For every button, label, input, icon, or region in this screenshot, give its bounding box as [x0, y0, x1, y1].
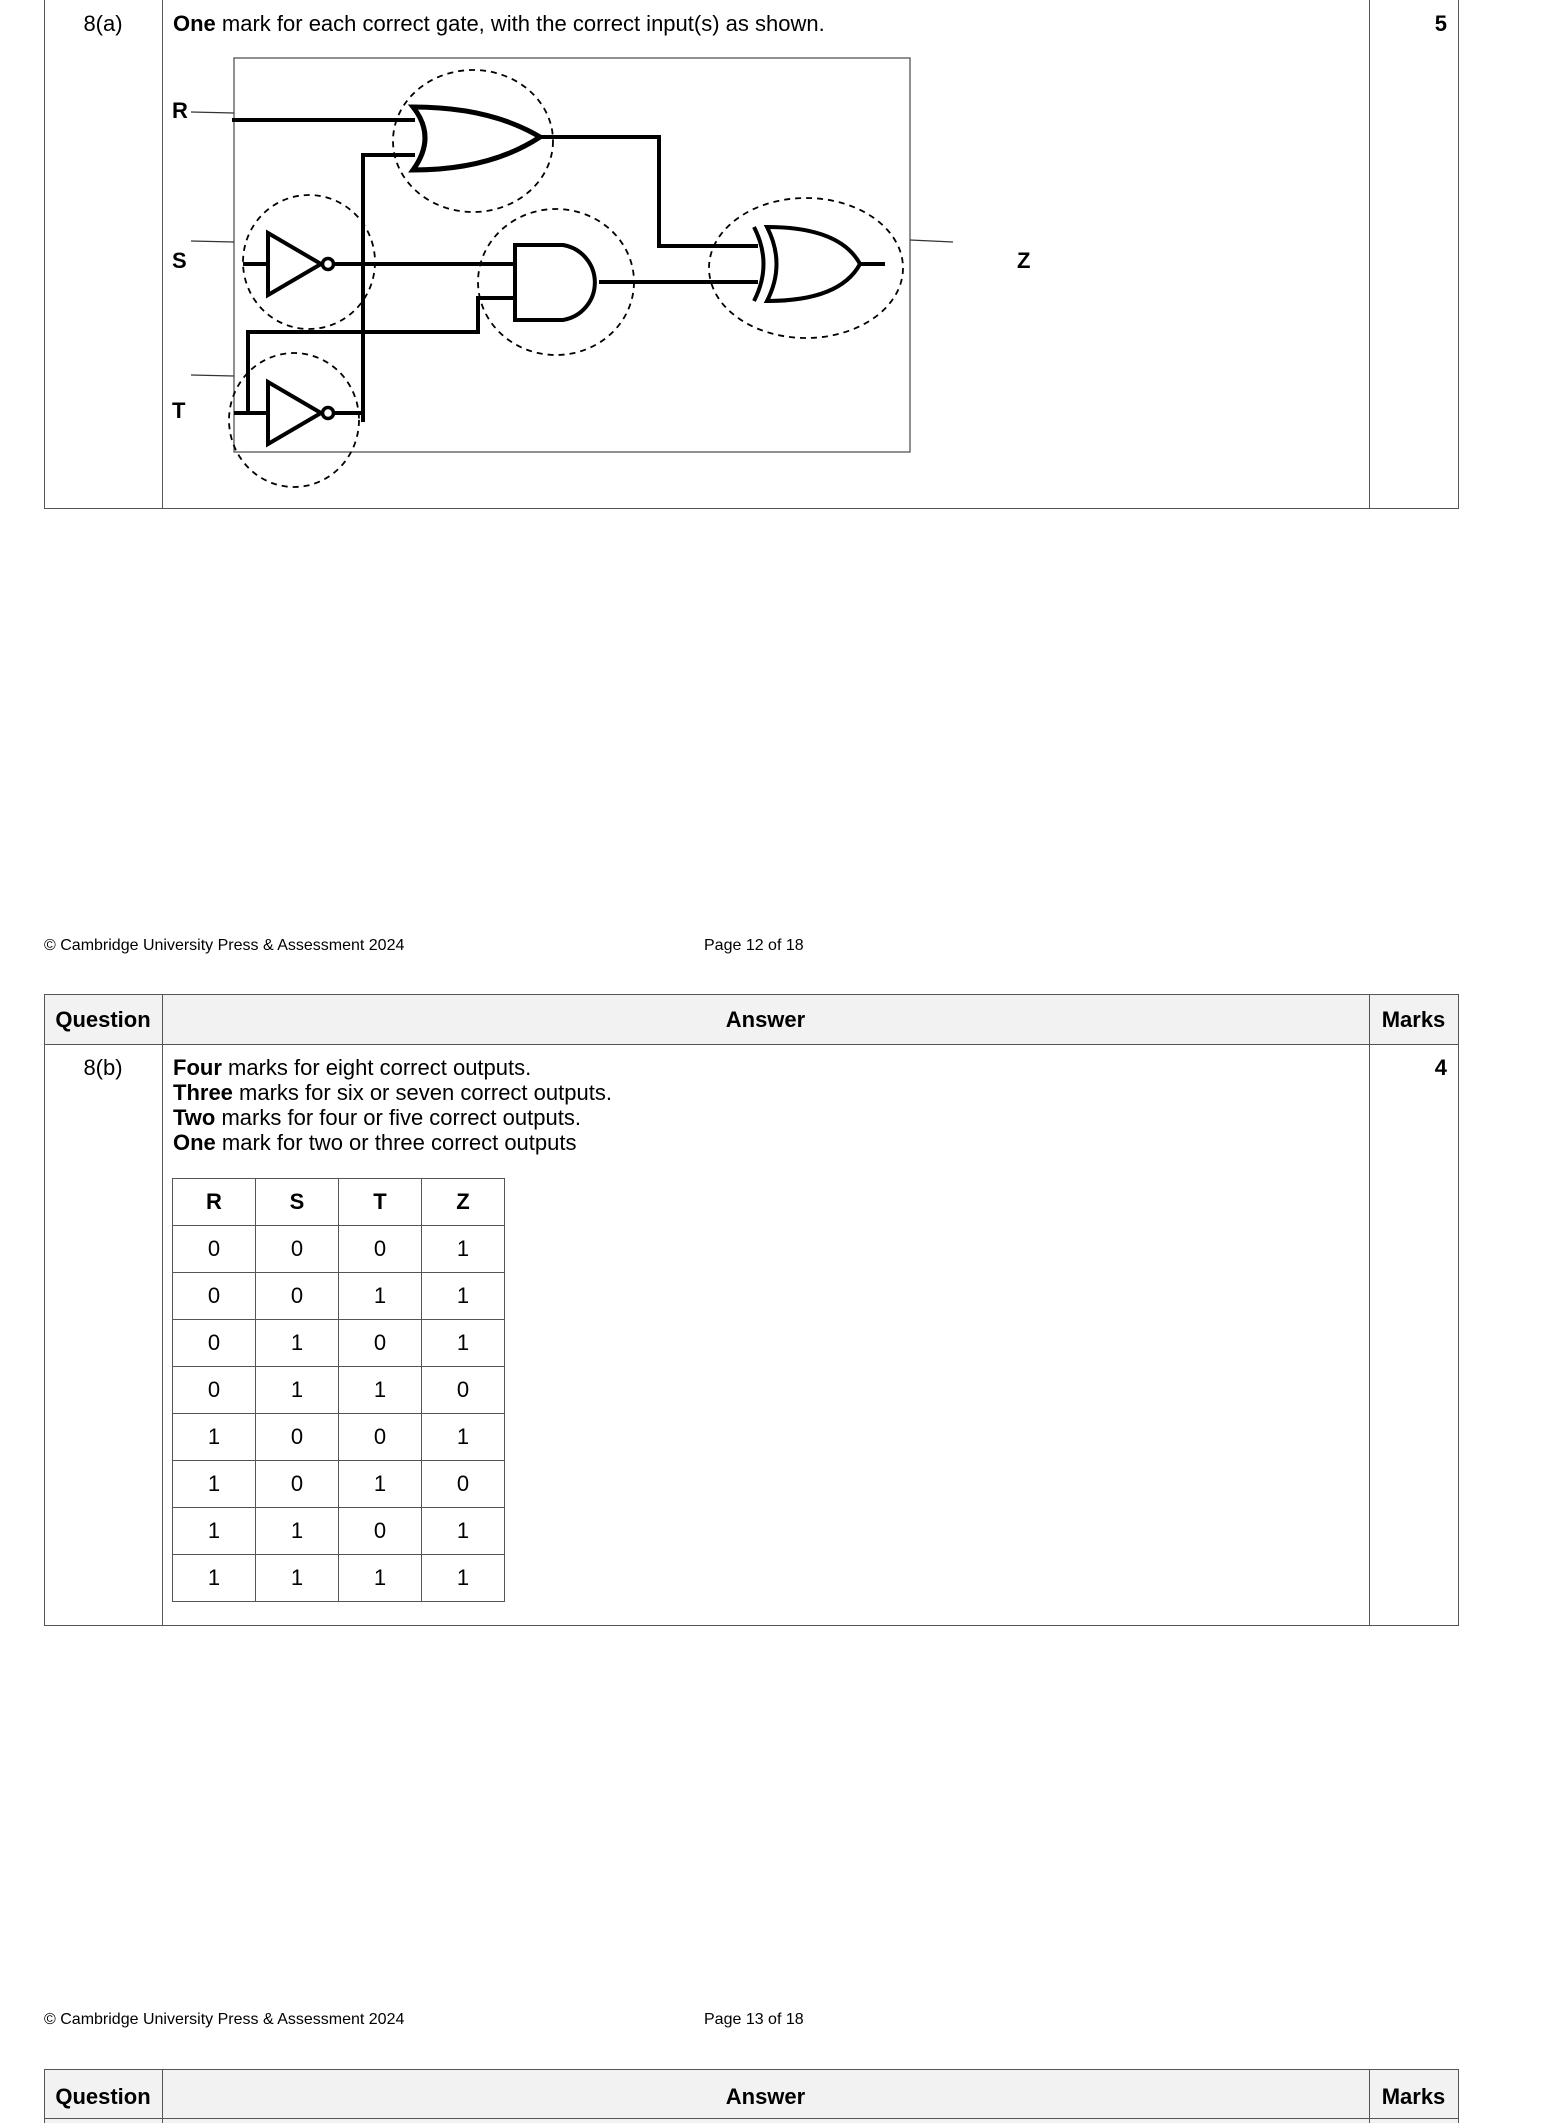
truth-table-header-row [173, 1179, 505, 1226]
cell: 0 [339, 1508, 422, 1555]
truth-table-row [173, 1273, 505, 1320]
cell: 1 [256, 1320, 339, 1367]
cell: 1 [339, 1555, 422, 1602]
header-answer: Answer [162, 995, 1369, 1045]
truth-table [172, 1178, 505, 1602]
input-label-r: R [172, 98, 188, 123]
cell: 1 [173, 1555, 256, 1602]
criteria-bold: Four [173, 1055, 222, 1080]
cell: 0 [339, 1414, 422, 1461]
criteria-text: marks for four or five correct outputs. [215, 1105, 581, 1130]
marks-value: 4 [1434, 1055, 1447, 1080]
cell: 0 [422, 1367, 505, 1414]
not-gate-icon [268, 233, 334, 295]
truth-table-row [173, 1508, 505, 1555]
cell: 1 [173, 1414, 256, 1461]
footer-copyright: © Cambridge University Press & Assessment 2024 [44, 937, 405, 954]
criteria-text: marks for six or seven correct outputs. [232, 1080, 612, 1105]
cell: 0 [256, 1461, 339, 1508]
marking-criteria [173, 1055, 612, 1155]
cell: 0 [173, 1273, 256, 1320]
cell: 0 [422, 1461, 505, 1508]
cell: 1 [422, 1414, 505, 1461]
truth-table-row [173, 1320, 505, 1367]
criteria-bold: One [173, 1130, 216, 1155]
instruction-bold: One [173, 11, 216, 36]
truth-table-header: S [256, 1179, 339, 1226]
truth-table-header: R [173, 1179, 256, 1226]
criteria-bold: Two [173, 1105, 216, 1130]
cell: 1 [422, 1555, 505, 1602]
cell: 0 [256, 1414, 339, 1461]
criteria-line [173, 1130, 612, 1155]
instruction-text: mark for each correct gate, with the correct input(s) as shown. [215, 11, 825, 36]
cell: 0 [339, 1320, 422, 1367]
header-marks: Marks [1369, 2070, 1458, 2123]
truth-table-header: T [339, 1179, 422, 1226]
xor-gate-icon [754, 227, 860, 301]
footer-page-number: Page 13 of 18 [704, 2011, 804, 2028]
header-answer: Answer [162, 2070, 1369, 2123]
criteria-text: mark for two or three correct outputs [215, 1130, 577, 1155]
cell: 1 [422, 1320, 505, 1367]
cell: 1 [339, 1461, 422, 1508]
or-gate-icon [413, 107, 540, 170]
marks-value: 5 [1434, 11, 1447, 36]
truth-table-row [173, 1226, 505, 1273]
cell: 1 [422, 1273, 505, 1320]
input-label-t: T [172, 398, 186, 423]
cell: 1 [422, 1226, 505, 1273]
cell: 1 [339, 1273, 422, 1320]
truth-table-row [173, 1461, 505, 1508]
header-marks: Marks [1369, 995, 1458, 1045]
logic-circuit-diagram [162, 50, 1062, 500]
cell: 0 [173, 1367, 256, 1414]
input-label-s: S [172, 248, 187, 273]
cell: 0 [339, 1226, 422, 1273]
truth-table-row [173, 1414, 505, 1461]
criteria-bold: Three [173, 1080, 233, 1105]
criteria-line [173, 1055, 612, 1080]
criteria-line [173, 1080, 612, 1105]
question-number: 8(a) [83, 11, 123, 36]
truth-table-header: Z [422, 1179, 505, 1226]
output-label-z: Z [1017, 248, 1031, 273]
cell: 0 [256, 1226, 339, 1273]
cell: 1 [339, 1367, 422, 1414]
cell: 1 [173, 1461, 256, 1508]
cell: 0 [173, 1320, 256, 1367]
header-question: Question [44, 995, 162, 1045]
question-number: 8(b) [83, 1055, 123, 1080]
cell: 1 [256, 1508, 339, 1555]
footer-page-number: Page 12 of 18 [704, 937, 804, 954]
cell: 0 [256, 1273, 339, 1320]
header-question: Question [44, 2070, 162, 2123]
cell: 1 [173, 1508, 256, 1555]
truth-table-row [173, 1555, 505, 1602]
not-gate-icon [268, 382, 334, 444]
criteria-text: marks for eight correct outputs. [221, 1055, 532, 1080]
cell: 1 [256, 1367, 339, 1414]
truth-table-row [173, 1367, 505, 1414]
footer-copyright: © Cambridge University Press & Assessment 2024 [44, 2011, 405, 2028]
criteria-line [173, 1105, 612, 1130]
cell: 0 [173, 1226, 256, 1273]
marking-instruction [173, 11, 825, 36]
cell: 1 [256, 1555, 339, 1602]
and-gate-icon [515, 245, 595, 320]
cell: 1 [422, 1508, 505, 1555]
